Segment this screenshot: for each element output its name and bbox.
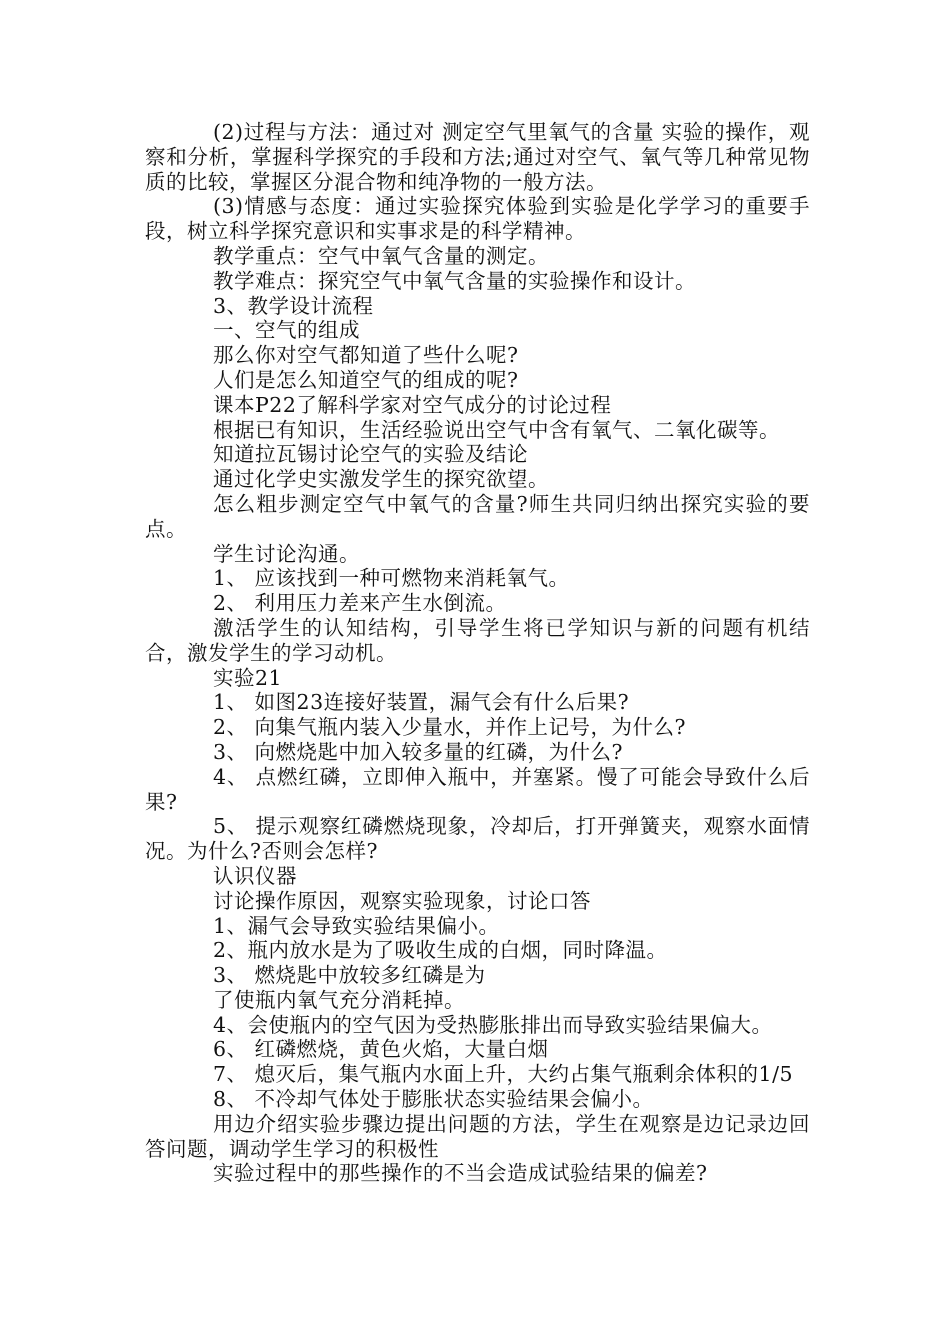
list-item: 4、 点燃红磷，立即伸入瓶中，并塞紧。慢了可能会导致什么后果? [145, 764, 810, 814]
list-item: 2、 利用压力差来产生水倒流。 [213, 591, 507, 616]
heading-design-flow: 3、教学设计流程 [213, 293, 374, 318]
list-item-continuation: 了使瓶内氧气充分消耗掉。 [213, 987, 465, 1012]
paragraph-textbook: 课本P22了解科学家对空气成分的讨论过程 [213, 392, 612, 417]
heading-air-composition: 一、空气的组成 [213, 318, 360, 343]
list-item: 4、会使瓶内的空气因为受热膨胀排出而导致实验结果偏大。 [213, 1012, 773, 1037]
heading-experiment: 实验21 [213, 665, 283, 690]
paragraph-teaching-difficulty: 教学难点：探究空气中氧气含量的实验操作和设计。 [213, 268, 696, 293]
list-item: 3、 向燃烧匙中加入较多量的红磷，为什么? [213, 739, 624, 764]
list-item: 8、 不冷却气体处于膨胀状态实验结果会偏小。 [213, 1087, 654, 1112]
paragraph-method: 用边介绍实验步骤边提出问题的方法，学生在观察是边记录边回答问题，调动学生学习的积极性 [145, 1111, 810, 1161]
list-item: 6、 红磷燃烧，黄色火焰，大量白烟 [213, 1037, 549, 1062]
paragraph-measure-oxygen: 怎么粗步测定空气中氧气的含量?师生共同归纳出探究实验的要点。 [145, 491, 810, 541]
paragraph-prior-knowledge: 根据已有知识，生活经验说出空气中含有氧气、二氧化碳等。 [213, 417, 780, 442]
paragraph-lavoisier: 知道拉瓦锡讨论空气的实验及结论 [213, 442, 528, 467]
list-item: 1、漏气会导致实验结果偏小。 [213, 913, 500, 938]
paragraph-question-1: 那么你对空气都知道了些什么呢? [213, 343, 519, 368]
list-item: 2、 向集气瓶内装入少量水，并作上记号，为什么? [213, 715, 687, 740]
list-item: 7、 熄灭后，集气瓶内水面上升，大约占集气瓶剩余体积的1/5 [213, 1062, 794, 1087]
paragraph-discussion: 学生讨论沟通。 [213, 541, 360, 566]
paragraph-instruments: 认识仪器 [213, 863, 297, 888]
paragraph-history: 通过化学史实激发学生的探究欲望。 [213, 467, 549, 492]
paragraph-closing-question: 实验过程中的那些操作的不当会造成试验结果的偏差? [213, 1161, 708, 1186]
paragraph-teaching-focus: 教学重点：空气中氧气含量的测定。 [213, 243, 549, 268]
list-item: 2、瓶内放水是为了吸收生成的白烟，同时降温。 [213, 938, 668, 963]
list-item: 5、 提示观察红磷燃烧现象，冷却后，打开弹簧夹，观察水面情况。为什么?否则会怎样? [145, 814, 810, 864]
paragraph-emotion-attitude: (3)情感与态度：通过实验探究体验到实验是化学学习的重要手段，树立科学探究意识和实事求是的科学精神。 [145, 194, 810, 244]
list-item: 1、 如图23连接好装置，漏气会有什么后果? [213, 690, 630, 715]
document-body [145, 120, 810, 1186]
paragraph-discuss-reasons: 讨论操作原因，观察实验现象，讨论口答 [213, 888, 591, 913]
paragraph-process-method: (2)过程与方法：通过对 测定空气里氧气的含量 实验的操作，观察和分析，掌握科学探究的手段和方法;通过对空气、氧气等几种常见物质的比较，掌握区分混合物和纯净物的一般方法。 [145, 120, 810, 194]
list-item: 1、 应该找到一种可燃物来消耗氧气。 [213, 566, 570, 591]
list-item: 3、 燃烧匙中放较多红磷是为 [213, 963, 486, 988]
paragraph-question-2: 人们是怎么知道空气的组成的呢? [213, 367, 519, 392]
paragraph-activate: 激活学生的认知结构，引导学生将已学知识与新的问题有机结合，激发学生的学习动机。 [145, 615, 810, 665]
